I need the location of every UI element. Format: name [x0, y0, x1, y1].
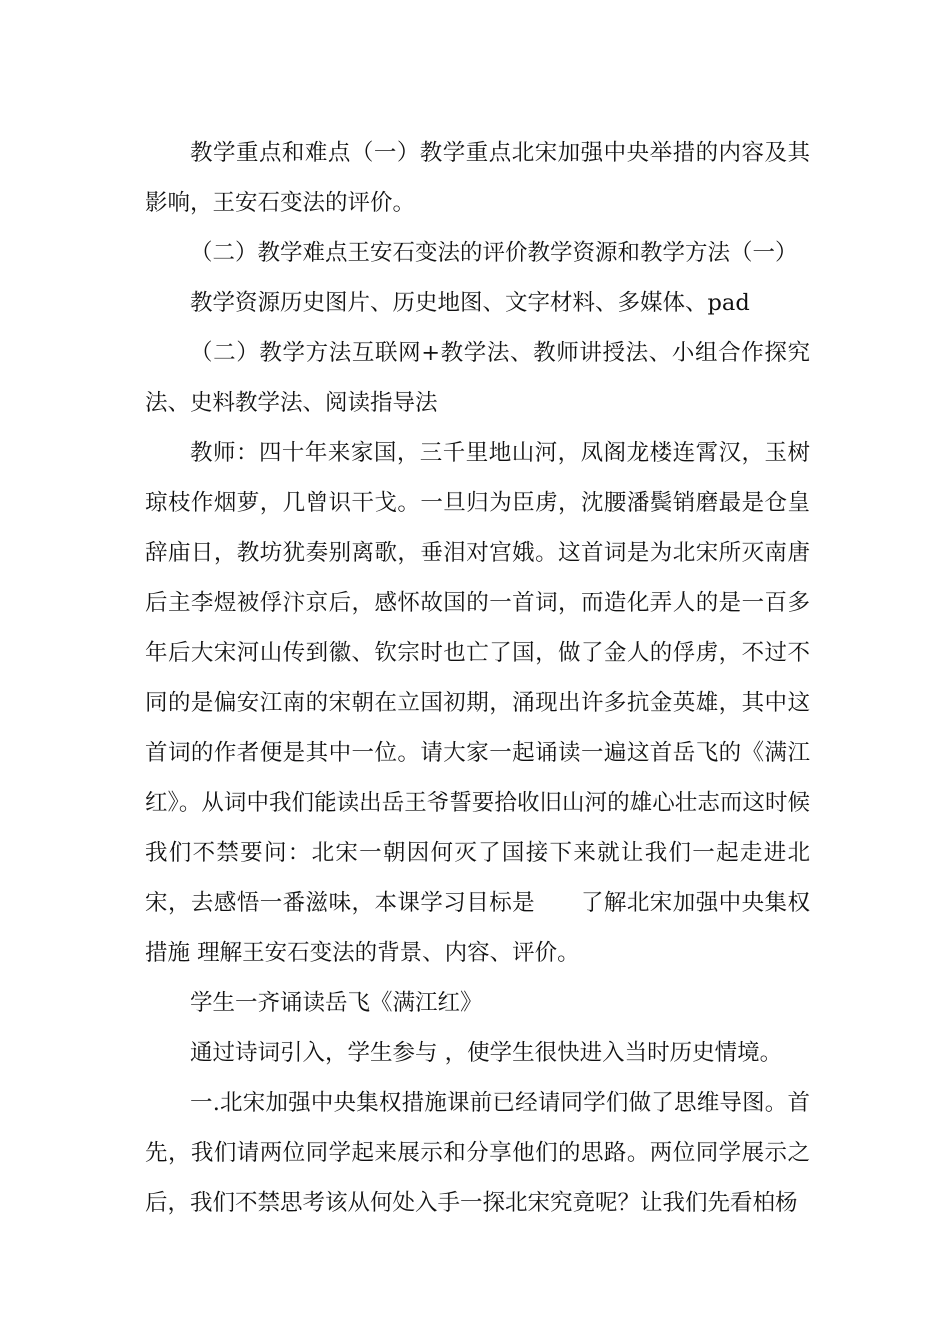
document-body	[145, 128, 810, 1228]
paragraph-student-activity: 学生一齐诵读岳飞《满江红》	[190, 990, 483, 1016]
paragraph-design-intent: 通过诗词引入，学生参与 ，使学生很快进入当时历史情境。	[190, 1040, 783, 1066]
paragraph-teaching-resources: 教学资源历史图片、历史地图、文字材料、多媒体、pad	[190, 290, 750, 316]
paragraph-teaching-focus: 教学重点和难点（一）教学重点北宋加强中央举措的内容及其影响，王安石变法的评价。	[145, 140, 810, 216]
paragraph-teaching-methods: （二）教学方法互联网+教学法、教师讲授法、小组合作探究法、史料教学法、阅读指导法	[145, 340, 810, 416]
paragraph-teaching-difficulty: （二）教学难点王安石变法的评价教学资源和教学方法（一）	[190, 240, 798, 266]
paragraph-teacher-intro: 教师：四十年来家国，三千里地山河，凤阁龙楼连霄汉，玉树琼枝作烟萝，几曾识干戈。一旦归为臣虏，沈腰潘鬓销磨最是仓皇辞庙日，教坊犹奏别离歌，垂泪对宫娥。这首词是为北宋所灭南唐后主李煜被俘汴京后，感怀故国的一首词，而造化弄人的是一百多年后大宋河山传到徽、钦宗时也亡了国，做了金人的俘虏，不过不同的是偏安江南的宋朝在立国初期，涌现出许多抗金英雄，其中这首词的作者便是其中一位。请大家一起诵读一遍这首岳飞的《满江红》。从词中我们能读出岳王爷誓要拾收旧山河的雄心壮志而这时候我们不禁要问：北宋一朝因何灭了国接下来就让我们一起走进北宋，去感悟一番滋味，本课学习目标是 了解北宋加强中央集权措施 理解王安石变法的背景、内容、评价。	[145, 440, 810, 966]
paragraph-section-one: 一.北宋加强中央集权措施课前已经请同学们做了思维导图。首先，我们请两位同学起来展示和分享他们的思路。两位同学展示之后，我们不禁思考该从何处入手一探北宋究竟呢？让我们先看柏杨	[145, 1090, 810, 1216]
